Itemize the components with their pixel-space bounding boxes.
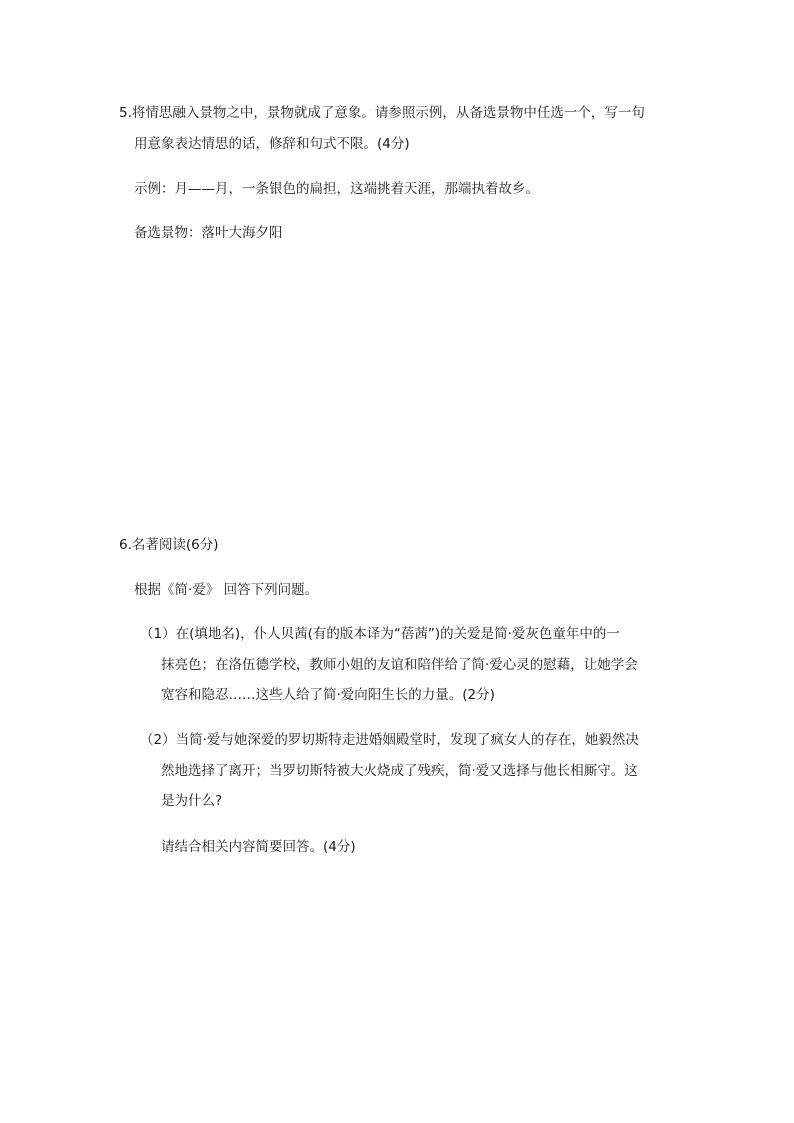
q6-title: 6.名著阅读(6分)	[119, 537, 219, 553]
q5-options: 备选景物：落叶大海夕阳	[134, 225, 283, 241]
q5-prompt-line-1: 5.将情思融入景物之中，景物就成了意象。请参照示例，从备选景物中任选一个，写一句	[119, 105, 645, 121]
q6-sub2-line-3: 是为什么?	[161, 793, 223, 809]
q5-prompt-line-2: 用意象表达情思的话，修辞和句式不限。(4分)	[134, 136, 410, 152]
q6-sub1-line-1: （1）在(填地名)，仆人贝茜(有的版本译为“蓓茜”)的关爱是简·爱灰色童年中的一	[140, 626, 620, 642]
q6-sub1-line-2: 抹亮色；在洛伍德学校，教师小姐的友谊和陪伴给了简·爱心灵的慰藉，让她学会	[161, 657, 638, 673]
q6-sub1-line-3: 宽容和隐忍……这些人给了简·爱向阳生长的力量。(2分)	[161, 687, 495, 703]
q6-sub2-line-2: 然地选择了离开；当罗切斯特被大火烧成了残疾，简·爱又选择与他长相厮守。这	[161, 763, 638, 779]
q6-sub2-instruction: 请结合相关内容简要回答。(4分)	[161, 839, 356, 855]
q6-intro: 根据《简·爱》 回答下列问题。	[134, 582, 319, 598]
q5-example: 示例：月——月，一条银色的扁担，这端挑着天涯，那端执着故乡。	[134, 181, 539, 197]
q6-sub2-line-1: （2）当简·爱与她深爱的罗切斯特走进婚姻殿堂时，发现了疯女人的存在，她毅然决	[140, 732, 639, 748]
